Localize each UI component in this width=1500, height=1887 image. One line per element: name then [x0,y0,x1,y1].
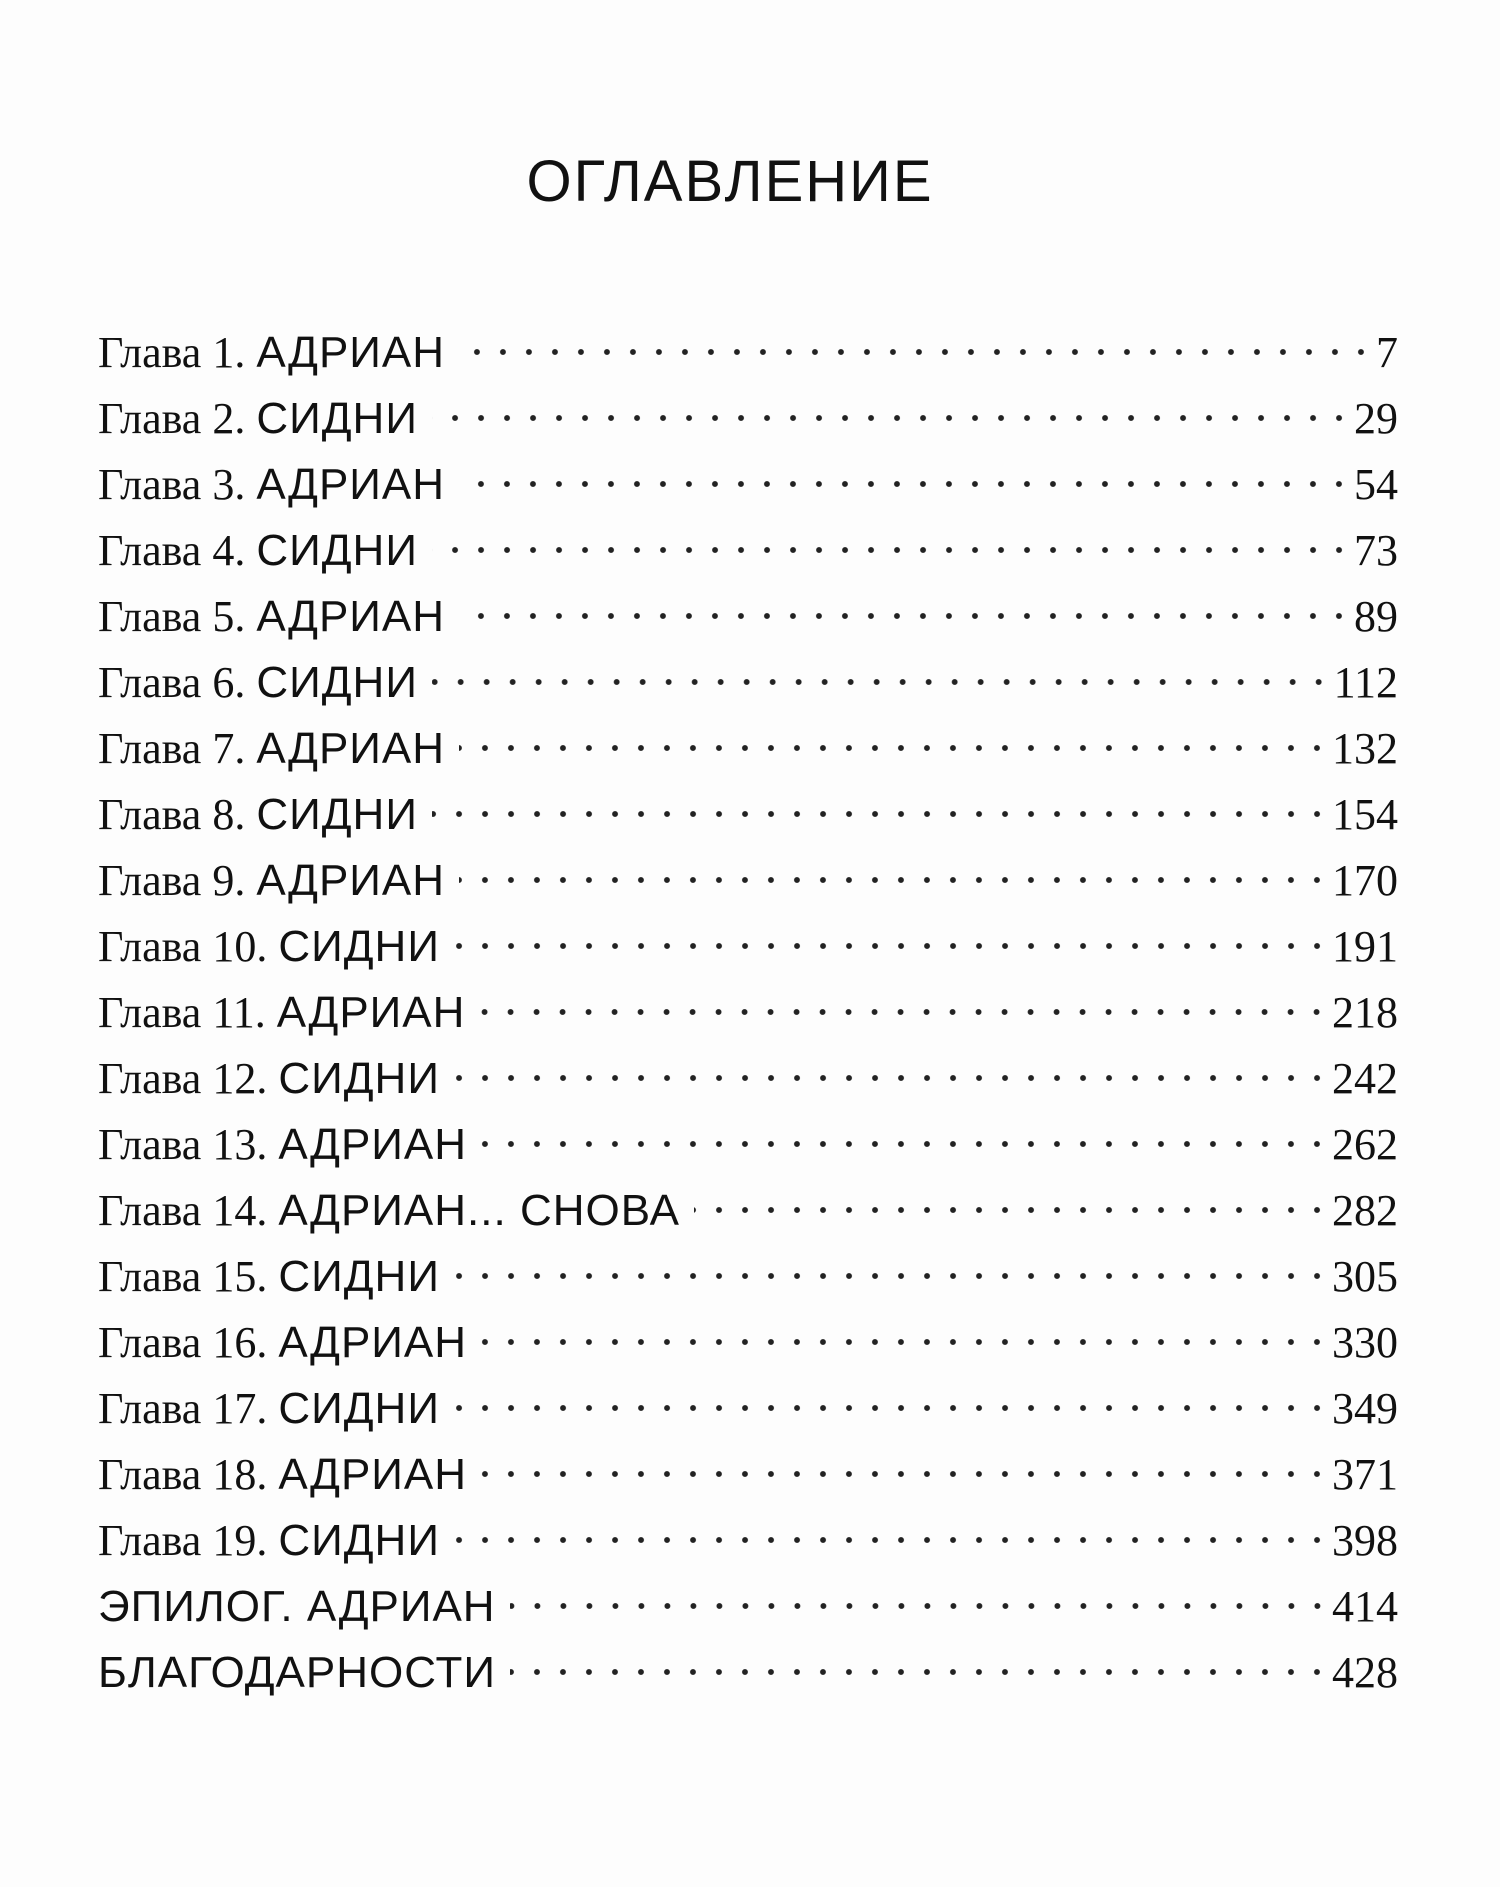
toc-entry-chapter-12 [98,1046,1398,1112]
chapter-name: АДРИАН [256,592,446,641]
toc-entry-label [98,1310,481,1376]
toc-entry-chapter-8 [98,782,1398,848]
chapter-number: Глава 5. [98,592,246,641]
chapter-number: Глава 8. [98,790,246,839]
chapter-name: СИДНИ [278,1252,440,1301]
page-number: 132 [1332,724,1398,773]
toc-entry-chapter-11 [98,980,1398,1046]
dot-leader [459,332,1374,372]
toc-entry-label [98,1508,454,1574]
chapter-name: СИДНИ [256,526,418,575]
page-number: 7 [1376,328,1398,377]
dot-leader [510,1586,1330,1626]
chapter-name: АДРИАН [256,856,446,905]
chapter-name: СИДНИ [256,394,418,443]
toc-entry-label [98,1442,481,1508]
dot-leader [481,1124,1330,1164]
chapter-number: Глава 13. [98,1120,268,1169]
chapter-name: СИДНИ [278,1384,440,1433]
chapter-name: АДРИАН [256,328,446,377]
page-number: 89 [1354,592,1398,641]
chapter-name: АДРИАН [278,1120,468,1169]
toc-entry-label [98,848,459,914]
dot-leader [694,1190,1330,1230]
chapter-number: Глава 14. [98,1186,268,1235]
chapter-number: Глава 7. [98,724,246,773]
toc-entry-label [98,782,432,848]
toc-entry-label [98,914,454,980]
dot-leader [432,530,1352,570]
chapter-name: СИДНИ [278,922,440,971]
toc-entry-label [98,1112,481,1178]
toc-entry-chapter-3 [98,452,1398,518]
page-number: 29 [1354,394,1398,443]
page-number: 154 [1332,790,1398,839]
toc-entry-label [98,320,459,386]
chapter-number: Глава 18. [98,1450,268,1499]
page-number: 242 [1332,1054,1398,1103]
chapter-name: АДРИАН... СНОВА [278,1186,680,1235]
dot-leader [454,1388,1330,1428]
toc-entry-chapter-15 [98,1244,1398,1310]
toc-entry-label [98,386,432,452]
toc-entry-chapter-13 [98,1112,1398,1178]
chapter-name: АДРИАН [278,1318,468,1367]
dot-leader [459,728,1330,768]
toc-entry-chapter-6 [98,650,1398,716]
toc-entry-label [98,1244,454,1310]
chapter-number: Глава 15. [98,1252,268,1301]
toc-entry-label: ЭПИЛОГ. АДРИАН [98,1574,510,1640]
toc-entry-chapter-10 [98,914,1398,980]
dot-leader [454,926,1330,966]
page-number: 428 [1332,1648,1398,1697]
dot-leader [459,464,1352,504]
dot-leader [510,1652,1330,1692]
chapter-number: Глава 11. [98,988,266,1037]
dot-leader [459,860,1330,900]
toc-entry-label [98,452,459,518]
chapter-name: СИДНИ [278,1054,440,1103]
dot-leader [432,794,1330,834]
toc-entry-epilogue [98,1574,1398,1640]
chapter-number: Глава 3. [98,460,246,509]
toc-entry-chapter-1 [98,320,1398,386]
toc-entry-label [98,1046,454,1112]
dot-leader [481,1322,1330,1362]
toc-entry-label [98,518,432,584]
dot-leader [454,1058,1330,1098]
table-of-contents [98,320,1398,1720]
toc-entry-chapter-16 [98,1310,1398,1376]
page-number: 414 [1332,1582,1398,1631]
toc-entry-acknowledgements [98,1640,1398,1706]
page-number: 218 [1332,988,1398,1037]
page-number: 262 [1332,1120,1398,1169]
chapter-number: Глава 10. [98,922,268,971]
page-number: 282 [1332,1186,1398,1235]
dot-leader [454,1256,1330,1296]
toc-entry-chapter-17 [98,1376,1398,1442]
dot-leader [432,662,1332,702]
page-number: 112 [1333,658,1398,707]
page-number: 305 [1332,1252,1398,1301]
dot-leader [459,596,1352,636]
toc-entry-label [98,1376,454,1442]
page-number: 349 [1332,1384,1398,1433]
chapter-name: АДРИАН [256,724,446,773]
toc-entry-label [98,716,459,782]
page-title: ОГЛАВЛЕНИЕ [526,149,934,214]
toc-entry-chapter-2 [98,386,1398,452]
dot-leader [454,1520,1330,1560]
toc-entry-chapter-9 [98,848,1398,914]
chapter-name: СИДНИ [278,1516,440,1565]
chapter-name: СИДНИ [256,790,418,839]
page-number: 170 [1332,856,1398,905]
chapter-name: АДРИАН [256,460,446,509]
toc-entry-label [98,584,459,650]
page-number: 371 [1332,1450,1398,1499]
toc-entry-chapter-5 [98,584,1398,650]
chapter-number: Глава 17. [98,1384,268,1433]
toc-entry-label [98,1178,694,1244]
toc-entry-chapter-14 [98,1178,1398,1244]
chapter-number: Глава 9. [98,856,246,905]
toc-entry-label [98,650,432,716]
chapter-number: Глава 4. [98,526,246,575]
chapter-number: Глава 19. [98,1516,268,1565]
chapter-number: Глава 6. [98,658,246,707]
toc-entry-chapter-4 [98,518,1398,584]
toc-entry-label [98,980,479,1046]
toc-entry-chapter-18 [98,1442,1398,1508]
toc-entry-chapter-7 [98,716,1398,782]
chapter-number: Глава 2. [98,394,246,443]
page-number: 330 [1332,1318,1398,1367]
toc-entry-chapter-19 [98,1508,1398,1574]
page-number: 398 [1332,1516,1398,1565]
page-number: 191 [1332,922,1398,971]
dot-leader [479,992,1330,1032]
page-number: 54 [1354,460,1398,509]
toc-entry-label: БЛАГОДАРНОСТИ [98,1640,510,1706]
chapter-name: АДРИАН [278,1450,468,1499]
chapter-number: Глава 12. [98,1054,268,1103]
chapter-number: Глава 16. [98,1318,268,1367]
page-number: 73 [1354,526,1398,575]
chapter-number: Глава 1. [98,328,246,377]
dot-leader [481,1454,1330,1494]
dot-leader [432,398,1352,438]
chapter-name: СИДНИ [256,658,418,707]
chapter-name: АДРИАН [276,988,466,1037]
